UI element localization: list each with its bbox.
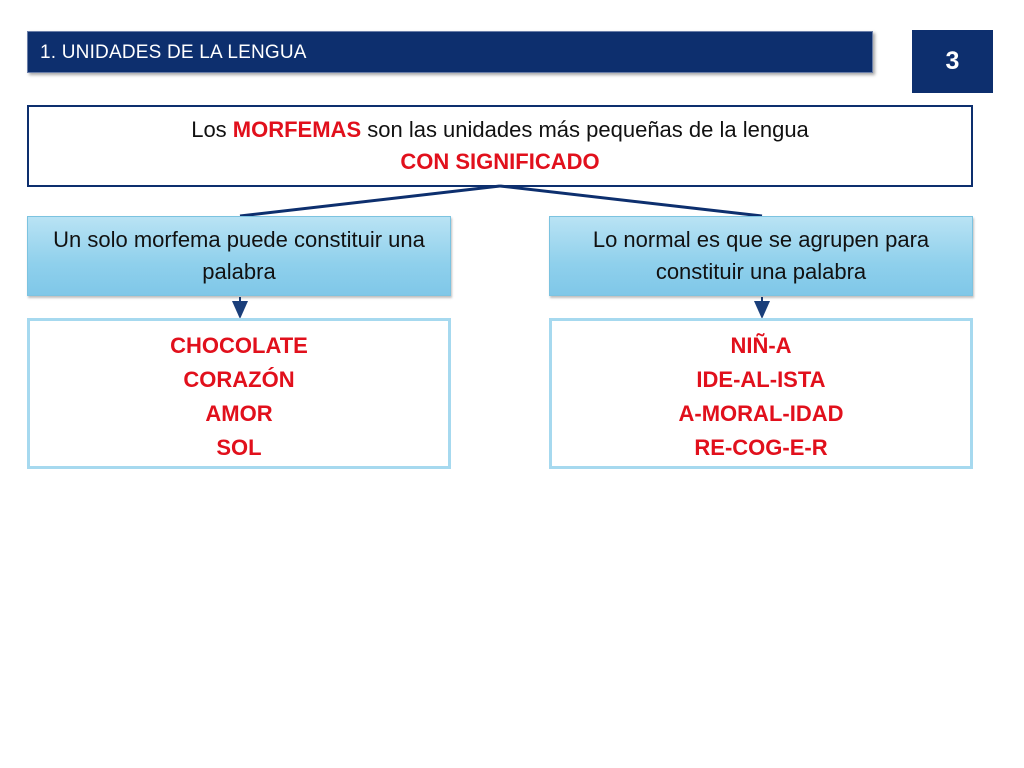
example-word: IDE-AL-ISTA [696, 367, 826, 392]
example-word: SOL [216, 435, 262, 460]
branch-box-grouped-morphemes [549, 216, 973, 296]
examples-box-left [27, 318, 451, 469]
page-number: 3 [945, 47, 960, 75]
branch-text-left: Un solo morfema puede constituir una palabra [53, 227, 425, 284]
section-title: 1. UNIDADES DE LA LENGUA [40, 42, 307, 63]
example-word: CORAZÓN [183, 367, 295, 392]
example-word: A-MORAL-IDAD [678, 401, 844, 426]
connector-line-left [240, 186, 500, 216]
examples-box-right [549, 318, 973, 469]
definition-prefix: Los [191, 117, 233, 142]
example-word: CHOCOLATE [170, 333, 308, 358]
definition-rest: son las unidades más pequeñas de la lengua [361, 117, 809, 142]
definition-highlight: MORFEMAS [232, 117, 362, 142]
connector-line-right [500, 186, 762, 216]
example-word: AMOR [205, 401, 273, 426]
example-word: NIÑ-A [730, 333, 792, 358]
definition-line-2: CON SIGNIFICADO [400, 149, 600, 174]
branch-text-right: Lo normal es que se agrupen para constituir una palabra [592, 227, 930, 284]
branch-box-single-morpheme [27, 216, 451, 296]
example-word: RE-COG-E-R [694, 435, 828, 460]
